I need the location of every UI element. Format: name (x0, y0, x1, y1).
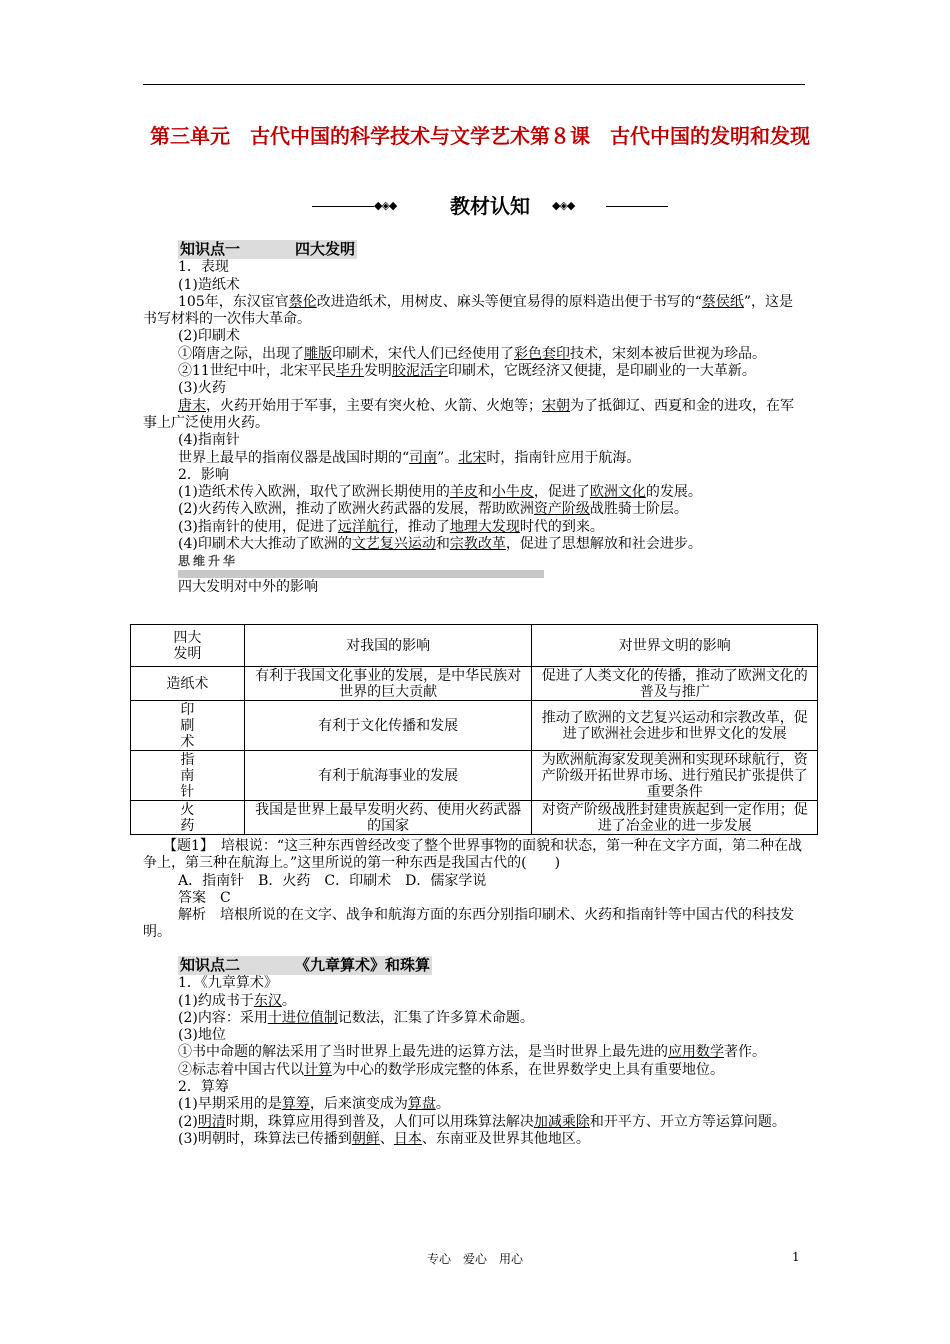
question-text: 【题1】 培根说：“这三种东西曾经改变了整个世界事物的面貌和状态，第一种在文字方面，第二种在战争上，第三种在航海上。”这里所说的第一种东西是我国古代的( ) (143, 838, 803, 872)
text-span: 和开平方、开立方等运算问题。 (589, 1113, 786, 1130)
key-term: 算筹 (281, 1096, 310, 1113)
banner-title: 教材认知 (450, 194, 530, 218)
text-line: (3)火药 (178, 380, 226, 397)
text-span: (3)明朝时，珠算法已传播到 (178, 1130, 352, 1147)
key-term: 彩色套印 (514, 345, 570, 362)
table-header-row (131, 625, 818, 667)
paragraph (143, 1096, 805, 1113)
key-term: 日本 (393, 1130, 422, 1147)
table-cell: 推动了欧洲的文艺复兴运动和宗教改革，促进了欧洲社会进步和世界文化的发展 (532, 701, 818, 751)
question-options: A．指南针 B．火药 C．印刷术 D．儒家学说 (178, 872, 487, 889)
impact-table (130, 624, 818, 835)
paragraph (143, 536, 805, 553)
text-line: 1．表现 (178, 259, 229, 276)
text-line: (3)地位 (178, 1027, 226, 1044)
key-term: 东汉 (253, 992, 282, 1009)
table-cell: 有利于文化传播和发展 (244, 701, 532, 751)
table-row (131, 667, 818, 701)
paragraph (143, 993, 805, 1010)
text-span: 技术，宋刻本被后世视为珍品。 (570, 345, 766, 362)
table-cell: 为欧洲航海家发现美洲和实现环球航行，资产阶级开拓世界市场、进行殖民扩张提供了重要条件 (532, 751, 818, 801)
key-term: 司南 (409, 449, 438, 466)
table-cell: 指 南 针 (131, 751, 245, 801)
text-span: ②标志着中国古代以 (178, 1061, 304, 1078)
text-span: ，促进了 (533, 484, 590, 501)
text-span: 为中心的数学形成完整的体系，在世界数学史上具有重要地位。 (332, 1061, 724, 1078)
text-span: 和 (477, 484, 492, 501)
paragraph (143, 484, 805, 501)
page-title: 第三单元 古代中国的科学技术与文学艺术第８课 古代中国的发明和发现 (150, 124, 810, 148)
text-span: 著作。 (724, 1044, 766, 1061)
table-cell: 印 刷 术 (131, 701, 245, 751)
key-term: 毕升 (335, 363, 364, 380)
text-span: (1)早期采用的是 (178, 1096, 282, 1113)
text-span: (2)内容：采用 (178, 1009, 268, 1026)
text-span: ”。 (437, 449, 459, 466)
table-header-cell: 四大 发明 (131, 625, 245, 667)
key-term: 蔡伦 (288, 293, 317, 310)
text-line: 1．《九章算术》 (178, 975, 278, 992)
text-span: 时，指南针应用于航海。 (486, 449, 641, 466)
key-term: 远洋航行 (337, 518, 394, 535)
text-span: ，推动了 (393, 518, 450, 535)
section-banner (312, 192, 668, 220)
text-span: 发明 (363, 363, 392, 380)
text-line: 2．影响 (178, 466, 229, 483)
text-line: (4)指南针 (178, 432, 240, 449)
table-row (131, 801, 818, 835)
paragraph (143, 450, 805, 467)
key-term: 十进位值制 (267, 1009, 338, 1026)
text-span: (1)造纸术传入欧洲，取代了欧洲长期使用的 (178, 484, 450, 501)
key-term: 小牛皮 (491, 484, 534, 501)
banner-rule-right (606, 206, 668, 207)
page-number: 1 (792, 1250, 800, 1264)
key-term: 蔡侯纸 (701, 293, 744, 310)
footer-motto: 专心 爱心 用心 (426, 1252, 523, 1266)
text-span: ”，这是书写材料的一次伟大革命。 (143, 293, 794, 328)
table-cell: 我国是世界上最早发明火药、使用火药武器的国家 (244, 801, 532, 835)
text-span: 世界上最早的指南仪器是战国时期的“ (178, 449, 410, 466)
text-span: ①书中命题的解法采用了当时世界上最先进的运算方法，是当时世界上最先进的 (178, 1044, 668, 1061)
heading-topic: 《九章算术》和珠算 (295, 956, 431, 974)
key-term: 北宋 (458, 449, 487, 466)
table-cell: 促进了人类文化的传播，推动了欧洲文化的普及与推广 (532, 667, 818, 701)
key-term: 文艺复兴运动 (351, 536, 436, 553)
key-term: 应用数学 (668, 1044, 724, 1061)
text-span: ，促进了思想解放和社会进步。 (505, 536, 702, 553)
table-row (131, 751, 818, 801)
heading-topic: 四大发明 (295, 240, 356, 258)
text-span: (4)印刷术大大推动了欧洲的 (178, 536, 352, 553)
paragraph (143, 519, 805, 536)
text-span: 时代的到来。 (519, 518, 604, 535)
key-term: 加减乘除 (533, 1113, 590, 1130)
table-caption: 四大发明对中外的影响 (178, 579, 318, 596)
paragraph (143, 398, 805, 433)
text-span: 记数法，汇集了许多算术命题。 (337, 1009, 534, 1026)
table-cell: 对资产阶级战胜封建贵族起到一定作用；促进了冶金业的进一步发展 (532, 801, 818, 835)
text-line: (1)造纸术 (178, 276, 240, 293)
key-term: 胶泥活字 (391, 363, 448, 380)
text-span: ②11世纪中叶，北宋平民 (178, 363, 336, 380)
sublabel-siweishenghua: 思维升华 (178, 554, 239, 569)
key-term: 雕版 (304, 345, 332, 362)
paragraph (143, 1114, 805, 1131)
table-cell: 火 药 (131, 801, 245, 835)
question-block (143, 838, 805, 942)
key-term: 明清 (197, 1113, 226, 1130)
section-heading (178, 956, 432, 975)
text-span: (2)火药传入欧洲，推动了欧洲火药武器的发展，帮助欧洲 (178, 501, 534, 518)
text-span: 和 (435, 536, 450, 553)
text-span: ①隋唐之际，出现了 (178, 345, 304, 362)
main-content (143, 240, 805, 597)
text-span: 。 (435, 1096, 450, 1113)
section2 (143, 956, 805, 1148)
text-span: 、 (379, 1130, 394, 1147)
text-span: 、东南亚及世界其他地区。 (421, 1130, 590, 1147)
key-term: 宋朝 (542, 397, 570, 414)
answer: 答案 C (178, 889, 231, 906)
text-span: 改进造纸术，用树皮、麻头等便宜易得的原料造出便于书写的“ (316, 293, 702, 310)
text-span: 战胜骑士阶层。 (589, 501, 688, 518)
text-span: (3)指南针的使用，促进了 (178, 518, 338, 535)
table-row (131, 701, 818, 751)
heading-label: 知识点一 (180, 240, 241, 258)
ornament-right-icon: ◆◈◆ (552, 199, 575, 212)
paragraph (143, 1062, 805, 1079)
analysis: 解析 培根所说的在文字、战争和航海方面的东西分别指印刷术、火药和指南针等中国古代的科技发明。 (143, 907, 794, 941)
key-term: 地理大发现 (449, 518, 520, 535)
key-term: 唐末 (178, 397, 206, 414)
text-line: 2．算筹 (178, 1079, 229, 1096)
table-header-cell: 对世界文明的影响 (532, 625, 818, 667)
header-rule (143, 84, 805, 85)
table-header-cell: 对我国的影响 (244, 625, 532, 667)
text-span: ，火药开始用于军事，主要有突火枪、火箭、火炮等； (206, 397, 542, 414)
paragraph (143, 501, 805, 518)
paragraph (143, 1131, 805, 1148)
table-cell: 有利于航海事业的发展 (244, 751, 532, 801)
key-term: 宗教改革 (449, 536, 506, 553)
key-term: 算盘 (407, 1096, 436, 1113)
divider-bar (178, 570, 544, 578)
text-span: 。 (281, 992, 296, 1009)
section-heading (178, 240, 357, 259)
key-term: 羊皮 (449, 484, 478, 501)
banner-rule-left (312, 206, 374, 207)
text-span: 的发展。 (645, 484, 702, 501)
text-span: 时期，珠算应用得到普及，人们可以用珠算法解决 (225, 1113, 534, 1130)
text-span: (2) (178, 1113, 198, 1130)
text-span: ，后来演变成为 (309, 1096, 408, 1113)
paragraph (143, 363, 805, 380)
key-term: 资产阶级 (533, 501, 590, 518)
paragraph (143, 1010, 805, 1027)
text-line: (2)印刷术 (178, 328, 240, 345)
table-cell: 有利于我国文化事业的发展，是中华民族对世界的巨大贡献 (244, 667, 532, 701)
text-span: 为了抵御辽、西夏和金的进攻，在军事上广泛使用火药。 (143, 397, 794, 431)
text-span: 印刷术，它既经济又便捷，是印刷业的一大革新。 (447, 363, 756, 380)
key-term: 朝鲜 (351, 1130, 380, 1147)
text-span: (1)约成书于 (178, 992, 254, 1009)
key-term: 欧洲文化 (589, 484, 646, 501)
paragraph (143, 294, 805, 329)
text-span: 105年，东汉宦官 (178, 293, 289, 310)
paragraph (143, 346, 805, 363)
text-span: 印刷术，宋代人们已经使用了 (332, 345, 514, 362)
paragraph (143, 1044, 805, 1061)
heading-label: 知识点二 (180, 956, 241, 974)
table-cell: 造纸术 (131, 667, 245, 701)
key-term: 计算 (304, 1061, 332, 1078)
ornament-left-icon: ◆◈◆ (374, 199, 397, 212)
